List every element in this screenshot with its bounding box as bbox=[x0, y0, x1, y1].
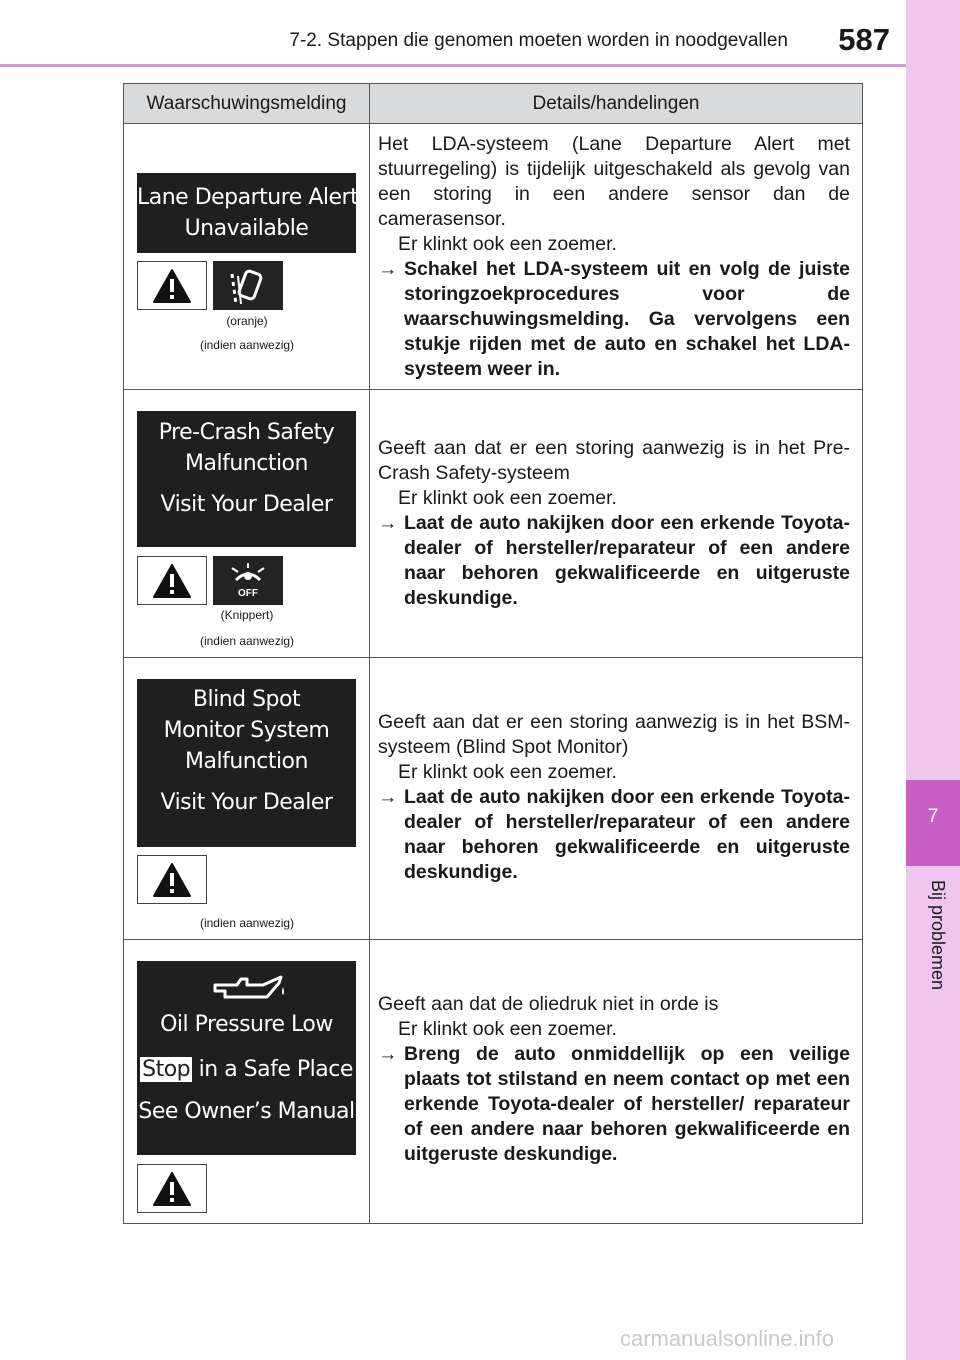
action-item bbox=[378, 785, 850, 885]
screen-line: Blind Spot bbox=[192, 687, 301, 712]
screen-line: Malfunction bbox=[185, 749, 308, 774]
chapter-side-tab bbox=[906, 0, 960, 1360]
screen-line bbox=[137, 479, 356, 489]
details-cell bbox=[370, 390, 863, 658]
action-text: Schakel het LDA-systeem uit en volg de juiste storingzoekprocedures voor de waarschuwingsmelding. Ga vervolgens een stukje rijden met de auto en schakel het LDA-systeem weer in. bbox=[404, 258, 850, 380]
screen-line: Oil Pressure Low bbox=[160, 1012, 333, 1037]
screen-line: Malfunction bbox=[185, 451, 308, 476]
table-row bbox=[124, 940, 863, 1224]
action-text: Laat de auto nakijken door een erkende Toyota-dealer of hersteller/reparateur of een andere naar behoren gekwalificeerde en uitgeruste deskundige. bbox=[404, 512, 850, 609]
warning-triangle-icon bbox=[137, 1164, 207, 1213]
buzzer-text: Er klinkt ook een zoemer. bbox=[398, 487, 617, 509]
screen-line: Unavailable bbox=[184, 216, 309, 241]
warning-cell bbox=[124, 940, 370, 1224]
action-item bbox=[378, 1042, 850, 1167]
stop-label: Stop bbox=[142, 1057, 191, 1082]
warning-cell bbox=[124, 124, 370, 390]
description-text: Geeft aan dat er een storing aanwezig is in het Pre-Crash Safety-systeem bbox=[378, 437, 850, 484]
table-row bbox=[124, 390, 863, 658]
chapter-label: Bij problemen bbox=[928, 880, 948, 991]
column-header-details: Details/handelingen bbox=[370, 84, 863, 124]
column-header-warning: Waarschuwingsmelding bbox=[124, 84, 370, 124]
description-text: Geeft aan dat de oliedruk niet in orde is bbox=[378, 993, 719, 1015]
screen-line: See Owner’s Manual bbox=[138, 1099, 355, 1124]
table-header-row bbox=[124, 84, 863, 124]
screen-line: Visit Your Dealer bbox=[160, 790, 333, 815]
screen-line: Visit Your Dealer bbox=[160, 492, 333, 517]
icon-note: (Knippert) bbox=[220, 608, 274, 622]
warning-triangle-icon bbox=[137, 261, 207, 310]
display-screen bbox=[137, 961, 356, 1155]
action-text: Laat de auto nakijken door een erkende Toyota-dealer of hersteller/reparateur of een andere naar behoren gekwalificeerde en uitgeruste deskundige. bbox=[404, 786, 850, 883]
screen-line bbox=[137, 777, 356, 787]
buzzer-text: Er klinkt ook een zoemer. bbox=[398, 761, 617, 783]
details-cell bbox=[370, 940, 863, 1224]
table-row bbox=[124, 124, 863, 390]
off-label: OFF bbox=[238, 588, 258, 599]
screen-line: in a Safe Place bbox=[198, 1057, 353, 1082]
arrow-icon: → bbox=[378, 512, 398, 534]
display-screen bbox=[137, 411, 356, 547]
details-cell bbox=[370, 658, 863, 940]
indicator-icons bbox=[137, 1164, 207, 1213]
screen-line: Monitor System bbox=[163, 718, 330, 743]
presence-note: (indien aanwezig) bbox=[199, 338, 295, 352]
description-text: Geeft aan dat er een storing aanwezig is in het BSM-systeem (Blind Spot Monitor) bbox=[378, 711, 850, 758]
buzzer-text: Er klinkt ook een zoemer. bbox=[398, 1018, 617, 1040]
screen-line: Lane Departure Alert bbox=[137, 185, 359, 210]
header-rule bbox=[0, 64, 906, 67]
arrow-icon: → bbox=[378, 1043, 398, 1065]
display-screen bbox=[137, 173, 359, 253]
warning-triangle-icon bbox=[137, 556, 207, 605]
warning-table bbox=[123, 83, 863, 1224]
lane-departure-icon bbox=[213, 261, 283, 310]
warning-triangle-icon bbox=[137, 855, 207, 904]
display-screen bbox=[137, 679, 356, 847]
section-title: 7-2. Stappen die genomen moeten worden in noodgevallen bbox=[289, 30, 788, 51]
warning-cell bbox=[124, 658, 370, 940]
page-header bbox=[0, 0, 906, 66]
action-text: Breng de auto onmiddellijk op een veilige plaats tot stilstand en neem contact op met een erkende Toyota-dealer of hersteller/ reparateur of een andere naar behoren gekwalificeerde en uitgeruste deskundige. bbox=[404, 1043, 850, 1165]
buzzer-text: Er klinkt ook een zoemer. bbox=[398, 233, 617, 255]
icon-note: (oranje) bbox=[226, 314, 268, 328]
presence-note: (indien aanwezig) bbox=[199, 916, 295, 930]
arrow-icon: → bbox=[378, 258, 398, 280]
warning-cell bbox=[124, 390, 370, 658]
presence-note: (indien aanwezig) bbox=[199, 634, 295, 648]
watermark: carmanualsonline.info bbox=[620, 1326, 835, 1351]
page-number: 587 bbox=[838, 22, 890, 57]
screen-line: Pre-Crash Safety bbox=[158, 420, 335, 445]
details-cell bbox=[370, 124, 863, 390]
action-item bbox=[378, 257, 850, 382]
indicator-icons bbox=[137, 261, 283, 310]
description-text: Het LDA-systeem (Lane Departure Alert met stuurregeling) is tijdelijk uitgeschakeld als gevolg van een storing in een andere sensor dan de camerasensor. bbox=[378, 133, 850, 230]
indicator-icons bbox=[137, 556, 283, 605]
action-item bbox=[378, 511, 850, 611]
pre-crash-off-icon bbox=[213, 556, 283, 605]
indicator-icons bbox=[137, 855, 207, 904]
table-row bbox=[124, 658, 863, 940]
arrow-icon: → bbox=[378, 786, 398, 808]
chapter-number: 7 bbox=[927, 806, 939, 827]
screen-line-group bbox=[137, 1054, 356, 1085]
oil-can-icon bbox=[137, 967, 356, 1009]
